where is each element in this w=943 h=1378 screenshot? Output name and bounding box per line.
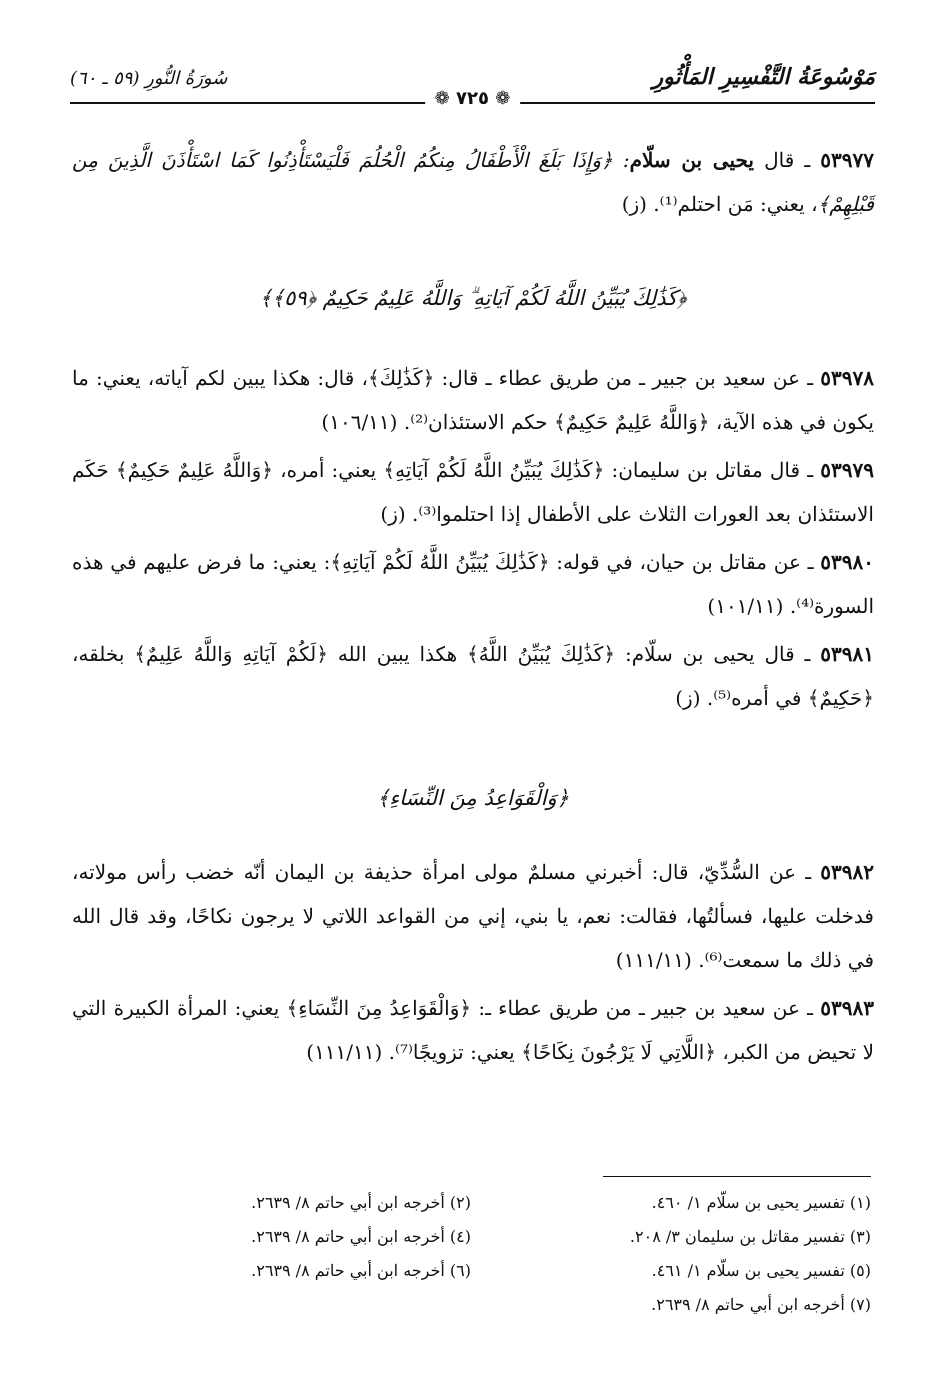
verse-heading-59: ﴿كَذَٰلِكَ يُبَيِّنُ اللَّهُ لَكُمْ آيَاتِهِ ۗ وَاللَّهُ عَلِيمٌ حَكِيمٌ ﴿٥٩﴾﴾ [259, 286, 687, 310]
entry-53982 [72, 850, 874, 982]
entry-53980 [72, 540, 874, 628]
narrator-name: يحيى بن سلّام [629, 148, 754, 172]
entry-text: ـ عن مقاتل بن حيان، في قوله: ﴿كَذَٰلِكَ يُبَيِّنُ اللَّهُ لَكُمْ آيَاتِهِ﴾: يعني: ما فرض عليهم في هذه السورة⁽⁴⁾. (١٠١/١١) [72, 550, 874, 618]
footnote-4: (٤) أخرجه ابن أبي حاتم ٨/ ٢٦٣٩. [251, 1227, 471, 1246]
entry-53983 [72, 986, 874, 1074]
footnote-2: (٢) أخرجه ابن أبي حاتم ٨/ ٢٦٣٩. [251, 1193, 471, 1212]
entry-number: ٥٣٩٨٢ [820, 860, 874, 884]
entry-text: ـ عن سعيد بن جبير ـ من طريق عطاء ـ قال: ﴿كَذَٰلِكَ﴾، قال: هكذا يبين لكم آياته، يعني: ما يكون في هذه الآية، ﴿وَاللَّهُ عَلِيمٌ حَكِيمٌ﴾ حكم الاستئذان⁽²⁾. (١٠٦/١١) [72, 366, 874, 434]
entry-53981 [72, 632, 874, 720]
entry-number: ٥٣٩٨١ [820, 642, 874, 666]
entry-number: ٥٣٩٧٨ [820, 366, 874, 390]
footnote-5: (٥) تفسير يحيى بن سلّام ١/ ٤٦١. [651, 1261, 871, 1280]
entry-53978 [72, 356, 874, 444]
verse-heading-60: ﴿وَالْقَوَاعِدُ مِنَ النِّسَاءِ﴾ [376, 786, 569, 810]
footnote-3: (٣) تفسير مقاتل بن سليمان ٣/ ٢٠٨. [629, 1227, 871, 1246]
main-text [72, 138, 874, 1078]
footnotes [111, 1186, 871, 1322]
entry-post: ، يعني: مَن احتلم⁽¹⁾. (ز) [621, 192, 818, 216]
surah-info: سُورَةُ النُّورِ (٥٩ ـ ٦٠) [70, 68, 228, 89]
quran-quote: : ﴿وَإِذَا بَلَغَ الْأَطْفَالُ مِنكُمُ الْحُلُمَ فَلْيَسْتَأْذِنُوا كَمَا اسْتَأْذَنَ الَّذِينَ مِن قَبْلِهِمْ﴾ [72, 148, 874, 216]
footnote-1: (١) تفسير يحيى بن سلّام ١/ ٤٦٠. [651, 1193, 871, 1212]
entry-text: ـ قال يحيى بن سلّام: ﴿كَذَٰلِكَ يُبَيِّنُ اللَّهُ﴾ هكذا يبين الله ﴿لَكُمْ آيَاتِهِ وَاللَّهُ عَلِيمٌ﴾ بخلقه، ﴿حَكِيمٌ﴾ في أمره⁽⁵⁾. (ز) [72, 642, 874, 710]
entry-53979 [72, 448, 874, 536]
entry-number: ٥٣٩٧٧ [820, 148, 874, 172]
entry-number: ٥٣٩٨٣ [820, 996, 874, 1020]
footnote-7: (٧) أخرجه ابن أبي حاتم ٨/ ٢٦٣٩. [651, 1295, 871, 1314]
entry-pre: ـ قال [754, 148, 821, 172]
entry-text: ـ قال مقاتل بن سليمان: ﴿كَذَٰلِكَ يُبَيِّنُ اللَّهُ لَكُمْ آيَاتِهِ﴾ يعني: أمره، ﴿وَاللَّهُ عَلِيمٌ حَكِيمٌ﴾ حَكَم الاستئذان بعد العورات الثلاث على الأطفال إذا احتلموا⁽³⁾. (ز) [72, 458, 874, 526]
entry-text: ـ عن السُّدِّيّ، قال: أخبرني مسلمٌ مولى امرأة حذيفة بن اليمان أنّه خضب رأس مولاته، فدخلت عليها، فسألتُها، فقالت: نعم، يا بني، إني من القواعد اللاتي لا يرجون نكاحًا، وقد قال الله في ذلك ما سمعت⁽⁶⁾. (١١١/١١) [72, 860, 874, 972]
entry-number: ٥٣٩٨٠ [820, 550, 874, 574]
footnote-6: (٦) أخرجه ابن أبي حاتم ٨/ ٢٦٣٩. [251, 1261, 471, 1280]
entry-53977 [72, 138, 874, 226]
footnote-rule [603, 1176, 871, 1177]
entry-number: ٥٣٩٧٩ [820, 458, 874, 482]
book-title: مَوْسُوعَةُ التَّفْسِيرِ المَأْثُورِ [652, 64, 875, 90]
page-number: ❁ ٧٢٥ ❁ [425, 88, 521, 109]
page-header [70, 58, 875, 109]
entry-text: ـ عن سعيد بن جبير ـ من طريق عطاء ـ: ﴿وَالْقَوَاعِدُ مِنَ النِّسَاءِ﴾ يعني: المرأة الكبيرة التي لا تحيض من الكبر، ﴿اللَّاتِي لَا يَرْجُونَ نِكَاحًا﴾ يعني: تزويجًا⁽⁷⁾. (١١١/١١) [72, 996, 874, 1064]
